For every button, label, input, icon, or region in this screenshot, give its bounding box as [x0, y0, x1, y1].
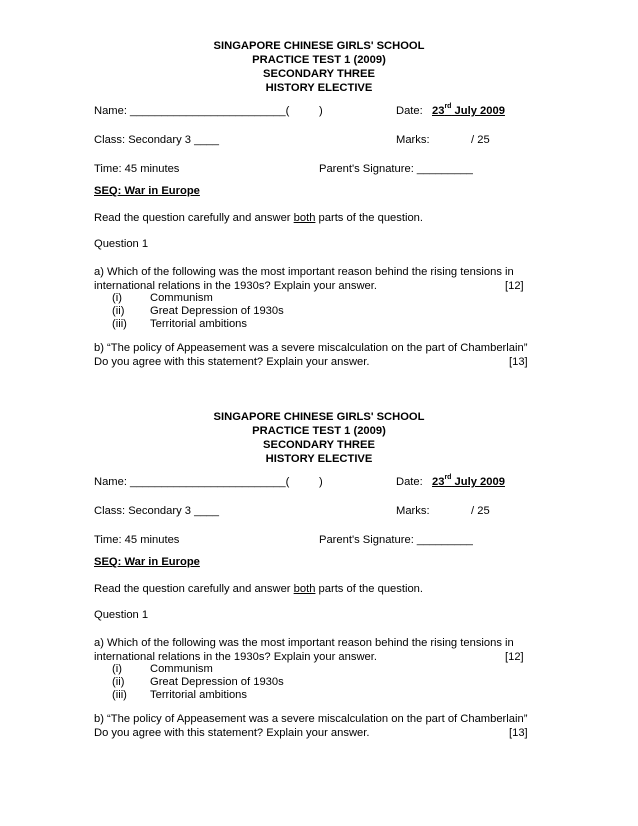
question-a-line2: international relations in the 1930s? Explain your answer. [94, 651, 377, 663]
option-number: (i) [112, 663, 122, 675]
instruction-emph: both [293, 583, 316, 595]
level-title: SECONDARY THREE [263, 439, 375, 451]
exam-copy [0, 0, 638, 380]
instruction [94, 583, 423, 596]
class-field[interactable]: Class: Secondary 3 ____ [94, 505, 220, 517]
option-text: Communism [150, 663, 213, 675]
question-b-line1: b) “The policy of Appeasement was a severe miscalculation on the part of Chamberlain” [94, 342, 528, 354]
option-number: (iii) [112, 318, 127, 330]
signature-field[interactable]: Parent's Signature: _________ [319, 534, 473, 546]
school-name: SINGAPORE CHINESE GIRLS' SCHOOL [213, 40, 425, 52]
option-number: (ii) [112, 676, 125, 688]
seq-title: SEQ: War in Europe [94, 556, 200, 568]
option-number: (i) [112, 292, 122, 304]
option-text: Territorial ambitions [150, 689, 247, 701]
date-rest: July 2009 [451, 476, 505, 488]
date-day: 23 [432, 105, 445, 117]
instruction [94, 212, 423, 225]
question-b-line2: Do you agree with this statement? Explain your answer. [94, 727, 370, 739]
name-field[interactable]: Name: _________________________( [94, 105, 290, 117]
option-number: (iii) [112, 689, 127, 701]
option-text: Great Depression of 1930s [150, 305, 284, 317]
test-title: PRACTICE TEST 1 (2009) [252, 425, 386, 437]
date-rest: July 2009 [451, 105, 505, 117]
test-title: PRACTICE TEST 1 (2009) [252, 54, 386, 66]
option-number: (ii) [112, 305, 125, 317]
question-a-marks: [12] [505, 651, 524, 663]
date-value [432, 105, 505, 118]
instruction-post: parts of the question. [315, 583, 424, 595]
school-name: SINGAPORE CHINESE GIRLS' SCHOOL [213, 411, 425, 423]
option-text: Territorial ambitions [150, 318, 247, 330]
subject-title: HISTORY ELECTIVE [265, 453, 373, 465]
question-a-line2: international relations in the 1930s? Explain your answer. [94, 280, 377, 292]
marks-value: / 25 [471, 134, 490, 146]
question-title: Question 1 [94, 609, 149, 621]
name-field[interactable]: Name: _________________________( [94, 476, 290, 488]
instruction-post: parts of the question. [315, 212, 424, 224]
subject-title: HISTORY ELECTIVE [265, 82, 373, 94]
option-text: Great Depression of 1930s [150, 676, 284, 688]
marks-label: Marks: [396, 134, 430, 146]
marks-label: Marks: [396, 505, 430, 517]
instruction-pre: Read the question carefully and answer [94, 583, 294, 595]
question-a-line1: a) Which of the following was the most important reason behind the rising tensions in [94, 266, 514, 278]
class-field[interactable]: Class: Secondary 3 ____ [94, 134, 220, 146]
date-suffix: rd [444, 103, 452, 111]
name-field-close: ) [319, 476, 323, 488]
date-value [432, 476, 505, 489]
seq-title: SEQ: War in Europe [94, 185, 200, 197]
option-text: Communism [150, 292, 213, 304]
name-field-close: ) [319, 105, 323, 117]
level-title: SECONDARY THREE [263, 68, 375, 80]
instruction-pre: Read the question carefully and answer [94, 212, 294, 224]
question-b-line1: b) “The policy of Appeasement was a severe miscalculation on the part of Chamberlain” [94, 713, 528, 725]
time-label: Time: 45 minutes [94, 163, 180, 175]
question-title: Question 1 [94, 238, 149, 250]
date-day: 23 [432, 476, 445, 488]
question-a-marks: [12] [505, 280, 524, 292]
instruction-emph: both [293, 212, 316, 224]
exam-copy [0, 371, 638, 751]
question-b-line2: Do you agree with this statement? Explain your answer. [94, 356, 370, 368]
marks-value: / 25 [471, 505, 490, 517]
signature-field[interactable]: Parent's Signature: _________ [319, 163, 473, 175]
question-b-marks: [13] [509, 356, 528, 368]
question-a-line1: a) Which of the following was the most important reason behind the rising tensions in [94, 637, 514, 649]
date-suffix: rd [444, 474, 452, 482]
question-b-marks: [13] [509, 727, 528, 739]
time-label: Time: 45 minutes [94, 534, 180, 546]
date-label: Date: [396, 105, 423, 117]
date-label: Date: [396, 476, 423, 488]
